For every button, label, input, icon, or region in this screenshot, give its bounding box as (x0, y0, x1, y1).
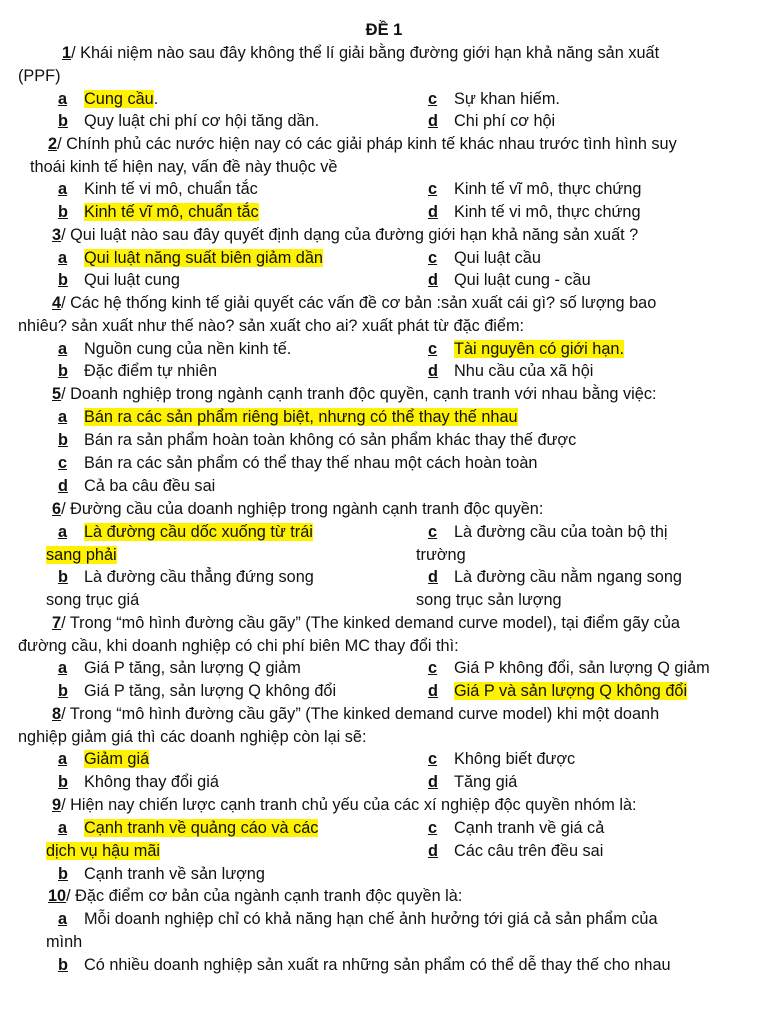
option-b[interactable]: b Đặc điểm tự nhiên (58, 362, 218, 380)
option-c[interactable]: c Kinh tế vĩ mô, thực chứng (428, 180, 642, 198)
option-b[interactable]: b Không thay đổi giá (58, 773, 219, 791)
option-b[interactable]: b Giá P tăng, sản lượng Q không đổi (58, 682, 337, 700)
option-row (18, 863, 748, 886)
option-d[interactable]: d Là đường cầu nằm ngang song (428, 568, 682, 586)
question-text: / Chính phủ các nước hiện nay có các giải pháp kinh tế khác nhau trước tình hình suy (57, 135, 677, 153)
option-b-cont: song trục giá (46, 591, 140, 609)
option-row (18, 954, 748, 977)
option-b[interactable]: b Bán ra sản phẩm hoàn toàn không có sản phẩm khác thay thế được (58, 431, 577, 449)
option-d[interactable]: d Các câu trên đều sai (428, 842, 604, 860)
question-10 (18, 885, 748, 908)
option-a[interactable]: a Cạnh tranh về quảng cáo và các (58, 819, 319, 837)
question-number: 5 (52, 385, 62, 403)
option-row (18, 247, 748, 270)
option-a-cont (46, 544, 117, 567)
option-row (18, 680, 748, 703)
option-b[interactable]: b Qui luật cung (58, 271, 180, 289)
option-a[interactable]: a Cung cầu. (58, 90, 159, 108)
option-c[interactable]: c Là đường cầu của toàn bộ thị (428, 523, 668, 541)
question-text: / Trong “mô hình đường cầu gãy” (The kinked demand curve model), tại điểm gãy của (61, 614, 680, 632)
question-number: 6 (52, 500, 62, 518)
option-c[interactable]: c Bán ra các sản phẩm có thể thay thế nhau một cách hoàn toàn (58, 454, 538, 472)
option-a[interactable]: a Là đường cầu dốc xuống từ trái (58, 523, 313, 541)
option-row (18, 88, 748, 111)
question-2 (18, 133, 748, 178)
option-d[interactable]: d Chi phí cơ hội (428, 112, 556, 130)
option-a[interactable]: a Kinh tế vi mô, chuẩn tắc (58, 180, 258, 198)
option-row (18, 589, 748, 612)
correct-answer-highlight: Giảm giá (84, 750, 150, 768)
option-c[interactable]: c Cạnh tranh về giá cả (428, 819, 605, 837)
option-d[interactable]: d Cả ba câu đều sai (58, 477, 216, 495)
option-row (18, 817, 748, 840)
option-d-cont: song trục sản lượng (416, 591, 562, 609)
option-row (18, 201, 748, 224)
question-6 (18, 498, 748, 521)
question-number: 8 (52, 705, 62, 723)
question-7 (18, 612, 748, 657)
option-row (18, 908, 748, 931)
option-c[interactable]: c Sự khan hiếm. (428, 90, 560, 108)
option-row (18, 338, 748, 361)
option-a[interactable]: a Giảm giá (58, 750, 150, 768)
option-d[interactable]: d Kinh tế vi mô, thực chứng (428, 203, 641, 221)
correct-answer-highlight: Bán ra các sản phẩm riêng biệt, nhưng có thể thay thế nhau (84, 408, 518, 426)
option-d[interactable]: d Nhu cầu của xã hội (428, 362, 594, 380)
question-text-cont: nghiệp giảm giá thì các doanh nghiệp còn lại sẽ: (18, 727, 367, 746)
question-text: / Doanh nghiệp trong ngành cạnh tranh độc quyền, cạnh tranh với nhau bằng việc: (61, 385, 657, 403)
correct-answer-highlight: sang phải (46, 546, 117, 564)
question-9 (18, 794, 748, 817)
option-b[interactable]: b Quy luật chi phí cơ hội tăng dần. (58, 112, 320, 130)
question-text: / Đường cầu của doanh nghiệp trong ngành cạnh tranh độc quyền: (61, 500, 544, 518)
question-number: 2 (48, 135, 58, 153)
option-row (18, 657, 748, 680)
correct-answer-highlight: dịch vụ hậu mãi (46, 842, 161, 860)
question-number: 9 (52, 796, 62, 814)
option-a-cont (46, 840, 160, 863)
option-a[interactable]: a Qui luật năng suất biên giảm dần (58, 249, 323, 267)
option-b[interactable]: b Cạnh tranh về sản lượng (58, 865, 265, 883)
option-row (18, 748, 748, 771)
option-a-cont: mình (46, 933, 83, 951)
question-number: 3 (52, 226, 62, 244)
correct-answer-highlight: Cung cầu (84, 90, 154, 108)
option-row (18, 566, 748, 589)
question-text: / Hiện nay chiến lược cạnh tranh chủ yếu của các xí nghiệp độc quyền nhóm là: (61, 796, 637, 814)
option-row (18, 429, 748, 452)
option-row (18, 475, 748, 498)
question-text-cont: (PPF) (18, 66, 61, 85)
option-b[interactable]: b Có nhiều doanh nghiệp sản xuất ra những sản phẩm có thể dễ thay thế cho nhau (58, 956, 671, 974)
question-text: / Trong “mô hình đường cầu gãy” (The kinked demand curve model) khi một doanh (61, 705, 660, 723)
option-row (18, 521, 748, 544)
page-title: ĐỀ 1 (365, 21, 403, 39)
option-row (18, 269, 748, 292)
correct-answer-highlight: Tài nguyên có giới hạn. (454, 340, 624, 358)
option-row (18, 452, 748, 475)
question-number: 7 (52, 614, 62, 632)
question-5 (18, 383, 748, 406)
option-row (18, 544, 748, 567)
option-row (18, 840, 748, 863)
correct-answer-highlight: Cạnh tranh về quảng cáo và các (84, 819, 319, 837)
option-a[interactable]: a Giá P tăng, sản lượng Q giảm (58, 659, 301, 677)
question-4 (18, 292, 748, 337)
option-a[interactable]: a Nguồn cung của nền kinh tế. (58, 340, 292, 358)
option-d[interactable]: d Qui luật cung - cầu (428, 271, 591, 289)
option-a[interactable]: a Mỗi doanh nghiệp chỉ có khả năng hạn chế ảnh hưởng tới giá cả sản phẩm của (58, 910, 658, 928)
question-number: 1 (62, 44, 72, 62)
option-row (18, 406, 748, 429)
question-3 (18, 224, 748, 247)
question-text-cont: nhiêu? sản xuất như thế nào? sản xuất cho ai? xuất phát từ đặc điểm: (18, 316, 525, 335)
correct-answer-highlight: Qui luật năng suất biên giảm dần (84, 249, 323, 267)
question-text: / Các hệ thống kinh tế giải quyết các vấn đề cơ bản :sản xuất cái gì? số lượng bao (61, 294, 657, 312)
correct-answer-highlight: Kinh tế vĩ mô, chuẩn tắc (84, 203, 259, 221)
correct-answer-highlight: Là đường cầu dốc xuống từ trái (84, 523, 313, 541)
option-row (18, 178, 748, 201)
question-text: / Qui luật nào sau đây quyết định dạng của đường giới hạn khả năng sản xuất ? (61, 226, 639, 244)
question-8 (18, 703, 748, 748)
option-d[interactable]: d Tăng giá (428, 773, 518, 791)
question-text-cont: thoái kinh tế hiện nay, vấn đề này thuộc về (30, 157, 338, 176)
option-c-cont: trường (416, 546, 466, 564)
option-row (18, 931, 748, 954)
option-c[interactable]: c Qui luật cầu (428, 249, 541, 267)
question-number: 4 (52, 294, 62, 312)
option-row (18, 110, 748, 133)
question-text: / Đặc điểm cơ bản của ngành cạnh tranh độc quyền là: (66, 887, 463, 905)
question-text-cont: đường cầu, khi doanh nghiệp có chi phí biên MC thay đổi thì: (18, 636, 459, 655)
option-row (18, 360, 748, 383)
question-number: 10 (48, 887, 67, 905)
option-d[interactable]: d Giá P và sản lượng Q không đổi (428, 682, 688, 700)
correct-answer-highlight: Giá P và sản lượng Q không đổi (454, 682, 688, 700)
option-b[interactable]: b Kinh tế vĩ mô, chuẩn tắc (58, 203, 259, 221)
option-b[interactable]: b Là đường cầu thẳng đứng song (58, 568, 314, 586)
question-1 (18, 42, 748, 87)
option-c[interactable]: c Tài nguyên có giới hạn. (428, 340, 624, 358)
question-text: / Khái niệm nào sau đây không thể lí giải bằng đường giới hạn khả năng sản xuất (71, 44, 660, 62)
option-c[interactable]: c Không biết được (428, 750, 576, 768)
option-row (18, 771, 748, 794)
option-c[interactable]: c Giá P không đổi, sản lượng Q giảm (428, 659, 710, 677)
option-a[interactable]: a Bán ra các sản phẩm riêng biệt, nhưng có thể thay thế nhau (58, 408, 518, 426)
